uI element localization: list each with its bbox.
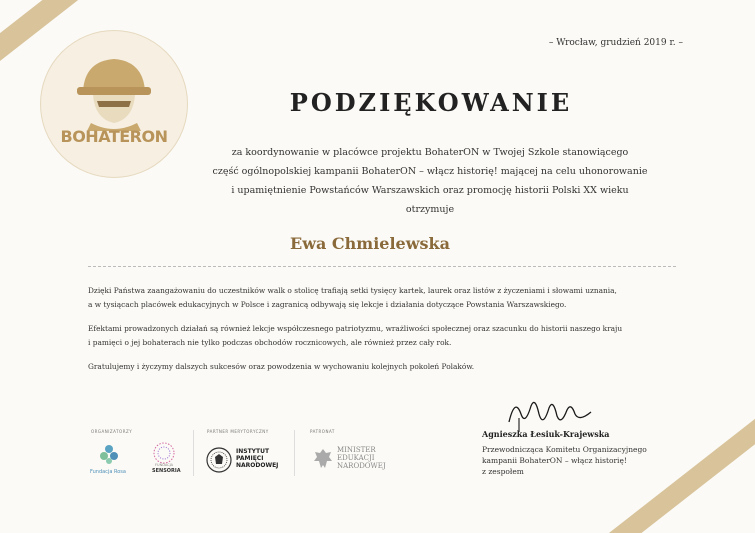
sponsor-divider bbox=[193, 430, 194, 476]
men-line: MINISTER bbox=[337, 446, 376, 454]
body-paragraph bbox=[88, 322, 688, 350]
body-paragraph bbox=[88, 360, 688, 374]
body-line: Gratulujemy i życzymy dalszych sukcesów oraz powodzenia w wychowaniu kolejnych pokoleń Polaków. bbox=[88, 362, 475, 371]
ipn-seal-icon bbox=[206, 447, 232, 473]
body-paragraph bbox=[88, 284, 688, 312]
intro-line: za koordynowanie w placówce projektu BohaterON w Twojej Szkole stanowiącego bbox=[231, 147, 629, 158]
patron-label: PATRONAT bbox=[310, 429, 335, 434]
polish-eagle-emblem-icon bbox=[312, 446, 334, 472]
sensoria-logo-icon bbox=[150, 442, 178, 464]
men-name bbox=[337, 446, 386, 470]
signer-role-line: z zespołem bbox=[482, 467, 524, 476]
divider bbox=[88, 266, 676, 267]
ipn-line: INSTYTUT bbox=[236, 448, 270, 455]
logo-wordmark: BOHATERON bbox=[60, 127, 168, 146]
body-line: Dzięki Państwa zaangażowaniu do uczestników walk o stolicę trafiają setki tysięcy kartek, laurek oraz listów z życzeniami i słowami uznania, bbox=[88, 286, 617, 295]
sensoria-prefix: FUNDACJA bbox=[155, 463, 173, 467]
body-text bbox=[88, 284, 688, 384]
partner-label: PARTNER MERYTORYCZNY bbox=[207, 429, 269, 434]
recipient-name: Ewa Chmielewska bbox=[290, 234, 450, 253]
men-line: EDUKACJI bbox=[337, 454, 375, 462]
sensoria-name: SENSORIA bbox=[152, 468, 181, 474]
men-line: NARODOWEJ bbox=[337, 462, 386, 470]
handwritten-signature bbox=[505, 392, 595, 432]
fundacja-rosa-logo-icon bbox=[96, 441, 122, 467]
intro-line: część ogólnopolskiej kampanii BohaterON – włącz historię! mającej na celu uhonorowanie bbox=[212, 166, 648, 177]
ipn-name bbox=[236, 448, 278, 469]
ipn-line: NARODOWEJ bbox=[236, 462, 279, 469]
sponsor-divider bbox=[294, 430, 295, 476]
fundacja-rosa-name: Fundacja Rosa bbox=[90, 469, 126, 475]
signer-role bbox=[482, 444, 662, 477]
intro-text bbox=[200, 143, 660, 219]
date-line: – Wrocław, grudzień 2019 r. – bbox=[548, 38, 683, 48]
signer-role-line: kampanii BohaterON – włącz historię! bbox=[482, 456, 627, 465]
ipn-line: PAMIĘCI bbox=[236, 455, 264, 462]
signer-role-line: Przewodnicząca Komitetu Organizacyjnego bbox=[482, 445, 647, 454]
soldier-helmet-icon bbox=[41, 31, 187, 177]
signer-name: Agnieszka Łesiuk-Krajewska bbox=[482, 429, 610, 439]
bohateron-logo bbox=[40, 30, 188, 178]
intro-line: i upamiętnienie Powstańców Warszawskich oraz promocję historii Polski XX wieku bbox=[231, 185, 629, 196]
body-line: i pamięci o jej bohaterach nie tylko podczas obchodów rocznicowych, ale również przez cały rok. bbox=[88, 338, 452, 347]
intro-line: otrzymuje bbox=[405, 204, 455, 215]
body-line: Efektami prowadzonych działań są również lekcje współczesnego patriotyzmu, wrażliwości społecznej oraz szacunku do historii naszego kraju bbox=[88, 324, 623, 333]
body-line: a w tysiącach placówek edukacyjnych w Polsce i zagranicą odbywają się lekcje i działania dotyczące Powstania Warszawskiego. bbox=[88, 300, 567, 309]
organizers-label: ORGANIZATORZY bbox=[91, 429, 133, 434]
certificate-title: PODZIĘKOWANIE bbox=[289, 88, 573, 117]
